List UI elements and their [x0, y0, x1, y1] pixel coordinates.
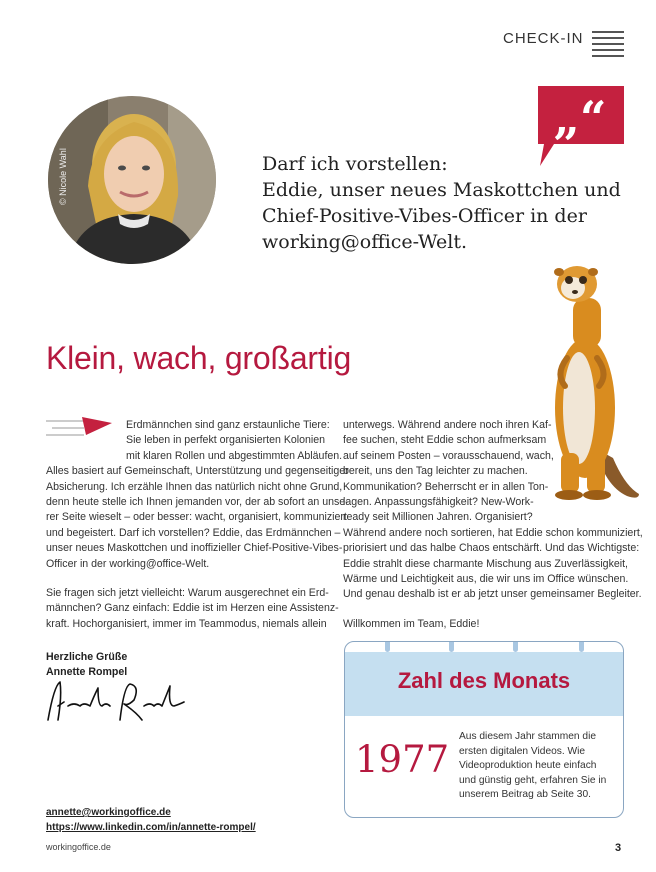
hamburger-menu-icon[interactable]	[592, 31, 624, 61]
portrait-photo	[48, 96, 216, 264]
calendar-text: Aus diesem Jahr stammen die ersten digitalen Videos. Wie Videoproduktion heute einfach und günstig geht, erfahren Sie in unserem Beitrag ab Seite 30.	[459, 731, 607, 801]
closing-line: Willkommen im Team, Eddie!	[343, 617, 480, 630]
headline: Klein, wach, großartig	[46, 340, 352, 376]
footer-url: workingoffice.de	[46, 842, 111, 852]
greeting: Herzliche Grüße Annette Rompel	[46, 651, 128, 678]
calendar-year: 1977	[355, 738, 450, 781]
article-column-1: Erdmännchen sind ganz erstaunliche Tiere: Sie leben in perfekt organisierten Kolonien mit klaren Rollen und abgestimmten Abläufen. Alles basiert auf Gemeinschaft, Unterstützung und gegenseitiger Absicherung. Ich erzähle Ihnen das natürlich nicht ohne Grund, denn heute stelle ich Ihnen jemanden vor, der ab sofort an unse- rer Seite wieselt – oder besser: wacht, organisiert, kommuniziert und begeistert. Darf ich vorstellen? Eddie, das Erdmännchen – unser neues Maskottchen und inoffizieller Chief-Positive-Vibes- Officer in der working@office-Welt. Sie fragen sich jetzt vielleicht: Warum ausgerechnet ein Erd- männchen? Ganz einfach: Eddie ist im Herzen eine Assistenz- kraft. Hochorganisiert, immer im Teammodus, niemals allein	[46, 419, 349, 630]
contact-links	[46, 805, 256, 835]
calendar-ring-icon	[513, 641, 518, 652]
calendar-ring-icon	[579, 641, 584, 652]
email-link[interactable]: annette@workingoffice.de	[46, 807, 171, 818]
calendar-ring-icon	[385, 641, 390, 652]
number-of-the-month-box	[344, 641, 624, 818]
article-column-2: unterwegs. Während andere noch ihren Kaf- fee suchen, steht Eddie schon aufmerksam auf seinem Posten – vorausschauend, wach, bereit, uns den Tag leichter zu machen. Kommunikation? Beherrscht er in allen Ton- lagen. Anpassungsfähigkeit? New-Work- ready seit Millionen Jahren. Organisiert? Während andere noch sortieren, hat Eddie schon kommuniziert, priorisiert und das halbe Chaos entschärft. Und das Wichtigste: Eddie strahlt diese charmante Mischung aus Zuverlässigkeit, Wärme und Leichtigkeit aus, die wir uns im Office wünschen. Und genau deshalb ist er ab jetzt unser gemeinsamer Begleiter. Willkommen im Team, Eddie!	[343, 418, 628, 632]
svg-text:„“: „“	[553, 91, 607, 145]
section-label: CHECK-IN	[503, 30, 584, 47]
calendar-title: Zahl des Monats	[397, 668, 571, 693]
page-number: 3	[615, 842, 622, 854]
linkedin-link[interactable]: https://www.linkedin.com/in/annette-rompel/	[46, 822, 256, 833]
signature-image	[44, 676, 194, 731]
photo-credit: © Nicole Wahl	[58, 148, 68, 205]
calendar-ring-icon	[449, 641, 454, 652]
intro-text: Darf ich vorstellen: Eddie, unser neues Maskottchen und Chief-Positive-Vibes-Officer in der working@office-Welt.	[262, 153, 621, 253]
